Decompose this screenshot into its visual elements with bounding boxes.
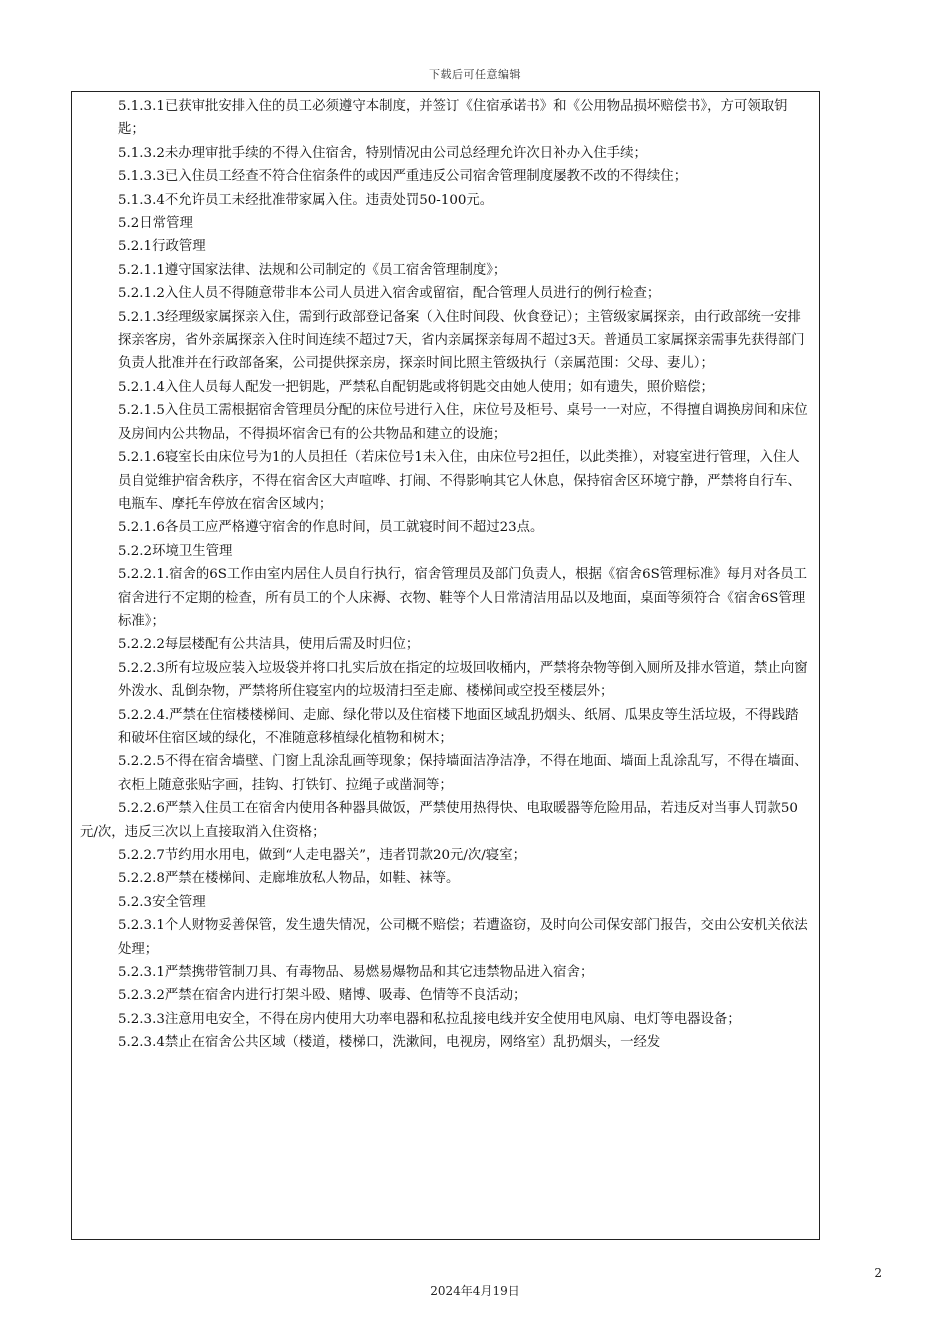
- rule-paragraph: 5.2.3.1个人财物妥善保管，发生遗失情况，公司概不赔偿；若遭盗窃，及时向公司保安部门报告，交由公安机关依法处理；: [118, 918, 808, 957]
- page-header-note: 下载后可任意编辑: [429, 68, 521, 81]
- rule-paragraph: 5.2.2.5不得在宿舍墙壁、门窗上乱涂乱画等现象；保持墙面洁净洁净，不得在地面、墙面上乱涂乱写，不得在墙面、衣柜上随意张贴字画，挂钩、打铁钉、拉绳子或凿洞等；: [118, 754, 808, 793]
- rule-paragraph: 5.2.2.2每层楼配有公共洁具，使用后需及时归位；: [118, 637, 420, 653]
- document-table-cell: [71, 91, 820, 1240]
- rule-paragraph: 5.2.2.3所有垃圾应装入垃圾袋并将口扎实后放在指定的垃圾回收桶内，严禁将杂物等倒入厕所及排水管道，禁止向窗外泼水、乱倒杂物，严禁将所住寝室内的垃圾清扫至走廊、楼梯间或空投至楼层外；: [118, 660, 808, 700]
- page-number: 2: [874, 1266, 882, 1280]
- footer-date: 2024年4月19日: [430, 1284, 520, 1298]
- rule-paragraph: 5.2.3.4禁止在宿舍公共区域（楼道，楼梯口，洗漱间，电视房，网络室）乱扔烟头，一经发: [118, 1035, 661, 1051]
- rule-paragraph: 5.2.1.6寝室长由床位号为1的人员担任（若床位号1未入住，由床位号2担任，以此类推），对寝室进行管理，入住人员自觉维护宿舍秩序，不得在宿舍区大声喧哗、打闹、不得影响其它人休息，保持宿舍区环境宁静，严禁将自行车、电瓶车、摩托车停放在宿舍区域内；: [118, 450, 801, 512]
- rule-paragraph: 5.1.3.2未办理审批手续的不得入住宿舍，特别情况由公司总经理允许次日补办入住手续；: [118, 145, 647, 161]
- rule-paragraph: 5.2.1.4入住人员每人配发一把钥匙，严禁私自配钥匙或将钥匙交由她人使用；如有遗失，照价赔偿；: [118, 379, 714, 395]
- rule-paragraph: 5.2日常管理: [118, 216, 193, 232]
- rule-paragraph: 5.2.2环境卫生管理: [118, 543, 233, 559]
- rule-paragraph: 5.2.3.3注意用电安全，不得在房内使用大功率电器和私拉乱接电线并安全使用电风扇、电灯等电器设备；: [118, 1011, 741, 1027]
- rule-paragraph: 5.2.2.6严禁入住员工在宿舍内使用各种器具做饭，严禁使用热得快、电取暖器等危险用品，若违反对当事人罚款50元/次，违反三次以上直接取消入住资格；: [80, 801, 798, 840]
- rule-paragraph: 5.1.3.4不允许员工未经批准带家属入住。违责处罚50-100元。: [118, 192, 494, 208]
- rule-paragraph: 5.2.1.3经理级家属探亲入住，需到行政部登记备案（入住时间段、伙食登记）；主管级家属探亲，由行政部统一安排探亲客房，省外亲属探亲入住时间连续不超过7天，省内亲属探亲每周不超过3天。普通员工家属探亲需事先获得部门负责人批准并在行政部备案，公司提供探亲房，探亲时间比照主管级执行（亲属范围：父母、妻儿）；: [118, 309, 805, 372]
- rule-paragraph: 5.2.2.7节约用水用电，做到“人走电器关”，违者罚款20元/次/寝室；: [118, 848, 526, 863]
- rule-paragraph: 5.2.2.8严禁在楼梯间、走廊堆放私人物品，如鞋、袜等。: [118, 871, 460, 887]
- rule-paragraph: 5.2.1.1遵守国家法律、法规和公司制定的《员工宿舍管理制度》；: [118, 262, 507, 278]
- rule-paragraph: 5.2.1.6各员工应严格遵守宿舍的作息时间，员工就寝时间不超过23点。: [118, 520, 544, 536]
- paragraph-list: [72, 95, 819, 1055]
- rule-paragraph: 5.2.2.4.严禁在住宿楼楼梯间、走廊、绿化带以及住宿楼下地面区域乱扔烟头、纸屑、瓜果皮等生活垃圾，不得践踏和破坏住宿区域的绿化，不准随意移植绿化植物和树木；: [118, 707, 799, 746]
- rule-paragraph: 5.2.1.5入住员工需根据宿舍管理员分配的床位号进行入住，床位号及柜号、桌号一一对应，不得擅自调换房间和床位及房间内公共物品，不得损坏宿舍已有的公共物品和建立的设施；: [118, 403, 808, 442]
- rule-paragraph: 5.2.1.2入住人员不得随意带非本公司人员进入宿舍或留宿，配合管理人员进行的例行检查；: [118, 286, 661, 302]
- rule-paragraph: 5.2.3安全管理: [118, 894, 206, 910]
- rule-paragraph: 5.2.3.1严禁携带管制刀具、有毒物品、易燃易爆物品和其它违禁物品进入宿舍；: [118, 965, 594, 981]
- rule-paragraph: 5.2.2.1.宿舍的6S工作由室内居住人员自行执行，宿舍管理员及部门负责人，根据《宿舍6S管理标准》每月对各员工宿舍进行不定期的检查，所有员工的个人床褥、衣物、鞋等个人日常清洁用品以及地面，桌面等须符合《宿舍6S管理标准》；: [118, 567, 808, 629]
- rule-paragraph: 5.2.1行政管理: [118, 239, 206, 255]
- rule-paragraph: 5.1.3.1已获审批安排入住的员工必须遵守本制度，并签订《住宿承诺书》和《公用物品损坏赔偿书》，方可领取钥匙；: [118, 99, 788, 138]
- rule-paragraph: 5.1.3.3已入住员工经查不符合住宿条件的或因严重违反公司宿舍管理制度屡教不改的不得续住；: [118, 169, 688, 185]
- rule-paragraph: 5.2.3.2严禁在宿舍内进行打架斗殴、赌博、吸毒、色情等不良活动；: [118, 988, 527, 1004]
